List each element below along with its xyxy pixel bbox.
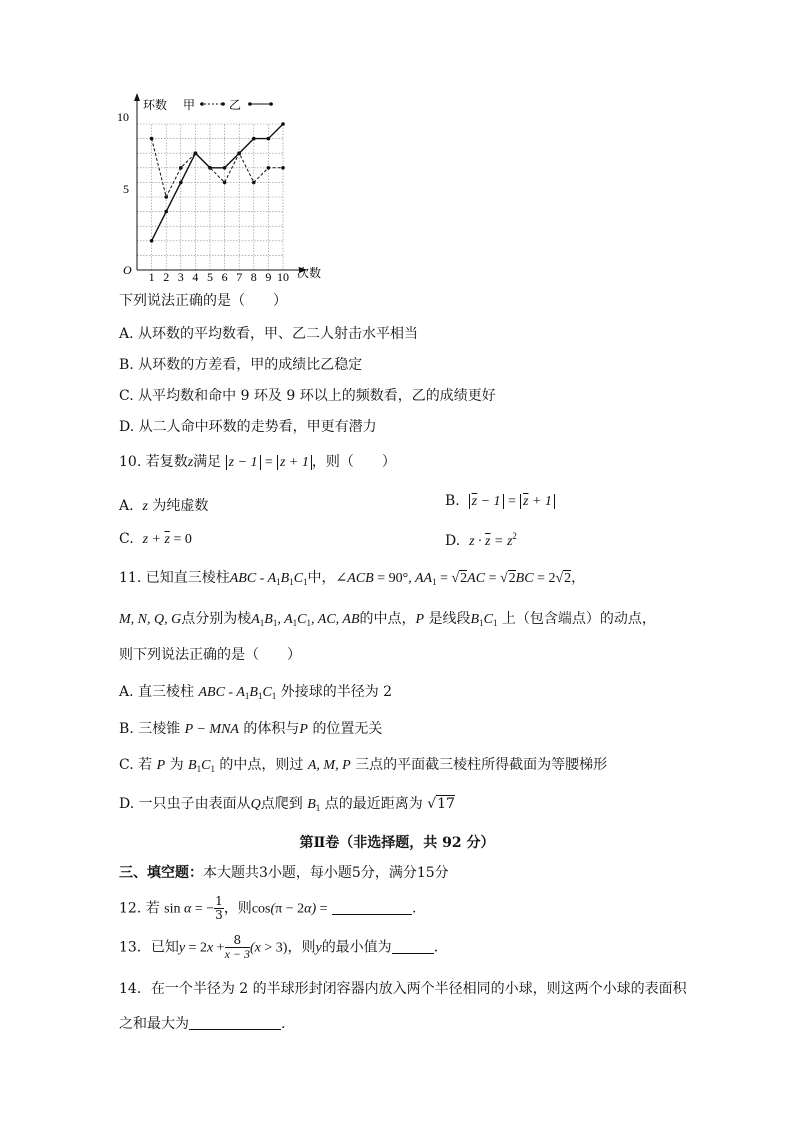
section-3-heading: 三、填空题：本大题共3小题，每小题5分，满分15分 — [119, 865, 449, 881]
x-axis-label: 次数 — [297, 266, 322, 280]
series-point-jia — [281, 166, 285, 170]
q12-answer-blank[interactable] — [332, 914, 412, 915]
y-axis-arrow — [134, 93, 140, 101]
q11-option-d: D. 一只虫子由表面从Q点爬到 $B_1$ 点的最近距离为 √17 — [119, 796, 455, 813]
q10-option-d: D. $z \cdot \overline{z} = z^2$ — [445, 531, 517, 549]
series-point-yi — [223, 166, 227, 170]
q11-option-c: C. 若 P 为 $B_1C_1$ 的中点，则过 A, M, P 三点的平面截三棱柱所得截面为等腰梯形 — [119, 757, 608, 774]
series-point-jia — [179, 166, 183, 170]
x-tick-label: 9 — [265, 270, 272, 284]
q11-option-b: B. 三棱锥 P − MNA 的体积与P 的位置无关 — [119, 721, 383, 737]
x-tick-label: 10 — [277, 270, 289, 284]
origin-label: O — [123, 263, 132, 277]
series-point-jia — [252, 181, 256, 185]
x-tick-label: 8 — [250, 270, 257, 284]
series-point-jia — [150, 137, 154, 141]
q12: 12. 若 sin α = − $\frac{1}{3}$ ，则cos(π − 2α) = . — [119, 894, 417, 922]
series-point-yi — [194, 151, 198, 155]
series-point-yi — [150, 239, 154, 243]
q10-condition: z − 1 = z + 1 — [226, 455, 312, 470]
series-point-yi — [281, 122, 285, 126]
legend-jia-marker-1 — [200, 102, 204, 106]
q13-answer-blank[interactable] — [392, 953, 434, 954]
q11-option-a: A. 直三棱柱 ABC - $A_1B_1C_1$ 外接球的半径为 2 — [119, 684, 393, 701]
x-tick-label: 6 — [221, 270, 228, 284]
series-point-yi — [208, 166, 212, 170]
legend-jia-marker-2 — [221, 102, 225, 106]
y-tick-label-10: 10 — [117, 110, 129, 124]
q9-option-b: B. 从环数的方差看，甲的成绩比乙稳定 — [119, 357, 363, 373]
q14-answer-blank[interactable] — [189, 1029, 281, 1030]
x-tick-label: 5 — [207, 270, 213, 284]
q11-stem-line1: 11. 已知直三棱柱ABC - $A_1B_1C_1$中，∠ACB = 90°, $AA_1 = √2AC = √2BC = 2√2$， — [119, 570, 586, 587]
q10-option-c: C. $z + \overline{z} = 0$ — [119, 531, 192, 547]
x-tick-label: 2 — [163, 270, 170, 284]
x-tick-label: 7 — [236, 270, 243, 284]
q14-line1: 14．在一个半径为 2 的半球形封闭容器内放入两个半径相同的小球，则这两个小球的表面积 — [119, 981, 687, 997]
q11-stem-line3: 则下列说法正确的是（ ） — [119, 647, 301, 663]
q13: 13．已知y = 2x + $\frac{8}{x - 3}$ (x > 3)，则y的最小值为 ． — [119, 933, 448, 961]
series-point-yi — [179, 181, 183, 185]
q9-option-d: D. 从二人命中环数的走势看，甲更有潜力 — [119, 419, 377, 435]
x-tick-label: 3 — [177, 270, 184, 284]
q10-stem: 10. 若复数z满足 z − 1 = z + 1 ，则（ ） — [119, 454, 396, 470]
chart-grid — [137, 124, 283, 270]
q10-option-b: B. $\overline{z} - 1 = \overline{z} + 1$ — [445, 493, 555, 510]
series-point-jia — [164, 195, 168, 199]
y-tick-label-5: 5 — [123, 182, 129, 196]
q14-line2: 之和最大为 . — [119, 1016, 286, 1032]
q10-option-a: A. z 为纯虚数 — [119, 498, 209, 514]
shooting-line-chart — [110, 90, 340, 285]
series-point-yi — [252, 137, 256, 141]
legend-yi-label: 乙 — [229, 98, 242, 112]
series-point-jia — [267, 166, 271, 170]
series-point-jia — [223, 181, 227, 185]
x-tick-label: 4 — [192, 270, 199, 284]
series-point-yi — [267, 137, 271, 141]
series-point-yi — [164, 210, 168, 214]
q9-option-c: C. 从平均数和命中 9 环及 9 环以上的频数看，乙的成绩更好 — [119, 388, 496, 404]
x-tick-label: 1 — [148, 270, 155, 284]
q9-option-a: A. 从环数的平均数看，甲、乙二人射击水平相当 — [119, 326, 419, 342]
q9-stem: 下列说法正确的是（ ） — [119, 293, 287, 309]
legend-yi-marker-1 — [248, 102, 252, 106]
legend-jia-label: 甲 — [183, 98, 196, 112]
x-tick-labels — [149, 270, 289, 284]
legend-yi-marker-2 — [269, 102, 273, 106]
y-axis-label: 环数 — [143, 98, 168, 112]
section-2-title: 第Ⅱ卷（非选择题，共 92 分） — [299, 835, 495, 851]
q11-stem-line2: M, N, Q, G点分别为棱$A_1B_1$, $A_1C_1$, AC, AB的中点，P 是线段$B_1C_1$ 上（包含端点）的动点， — [119, 611, 656, 628]
q10-z: z — [187, 455, 194, 470]
series-point-yi — [237, 151, 241, 155]
